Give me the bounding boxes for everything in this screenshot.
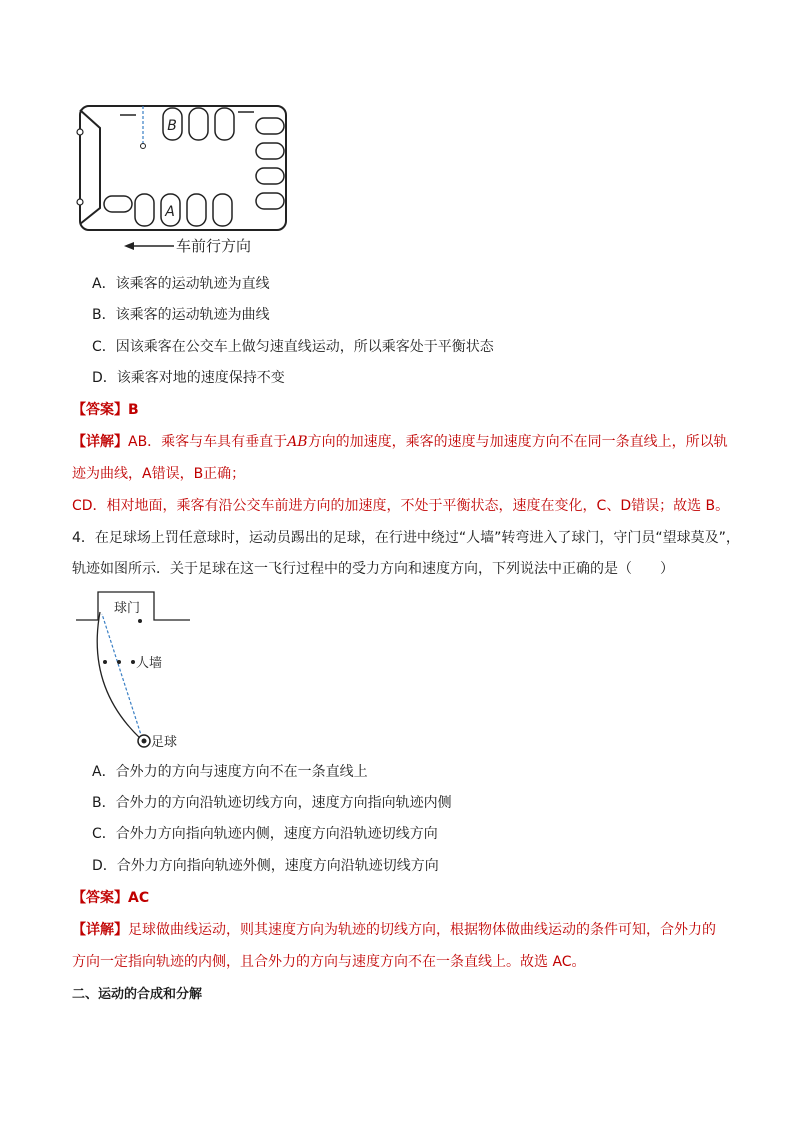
- q3-answer: [72, 399, 139, 419]
- q3-option-b: B．该乘客的运动轨迹为曲线: [92, 307, 270, 323]
- answer-label: 【答案】: [72, 402, 128, 418]
- goal-label: 球门: [114, 601, 141, 616]
- detail-label: 【详解】: [72, 434, 128, 450]
- q3-option-c: C．因该乘客在公交车上做匀速直线运动，所以乘客处于平衡状态: [92, 339, 494, 355]
- answer-label: 【答案】: [72, 890, 128, 906]
- direction-label: 车前行方向: [176, 237, 252, 255]
- q3-detail-line-1: 【详解】AB．乘客与车具有垂直于AB方向的加速度，乘客的速度与加速度方向不在同一条直线上，所以轨: [72, 434, 728, 450]
- answer-value: AC: [128, 890, 150, 906]
- q4-detail-line-2: 方向一定指向轨迹的内侧，且合外力的方向与速度方向不在一条直线上。故选 AC。: [72, 954, 586, 970]
- q4-option-c: C．合外力方向指向轨迹内侧，速度方向沿轨迹切线方向: [92, 826, 438, 842]
- q4-answer: [72, 887, 149, 907]
- bus-diagram: [74, 100, 294, 260]
- q3-detail-line-2: 迹为曲线，A错误，B正确；: [72, 466, 246, 482]
- football-diagram: [72, 588, 202, 753]
- q3-option-a: A．该乘客的运动轨迹为直线: [92, 276, 270, 292]
- detail-label: 【详解】: [72, 922, 128, 938]
- q4-stem-line-1: 4．在足球场上罚任意球时，运动员踢出的足球，在行进中绕过“人墙”转弯进入了球门，守门员“望球莫及”，: [72, 530, 740, 546]
- q3-detail-line-3: CD．相对地面，乘客有沿公交车前进方向的加速度，不处于平衡状态，速度在变化，C、D错误；故选 B。: [72, 498, 730, 514]
- label-b: B: [167, 118, 177, 134]
- q4-option-b: B．合外力的方向沿轨迹切线方向，速度方向指向轨迹内侧: [92, 795, 452, 811]
- q4-detail-line-1: 【详解】足球做曲线运动，则其速度方向为轨迹的切线方向，根据物体做曲线运动的条件可知，合外力的: [72, 922, 716, 938]
- ball-label: 足球: [151, 735, 178, 750]
- q4-stem-line-2: 轨迹如图所示．关于足球在这一飞行过程中的受力方向和速度方向，下列说法中正确的是（ ）: [72, 561, 674, 577]
- section-heading: 二、运动的合成和分解: [72, 987, 203, 1002]
- label-a: A: [165, 204, 175, 220]
- answer-value: B: [128, 402, 139, 418]
- wall-label: 人墙: [136, 656, 163, 671]
- q4-option-a: A．合外力的方向与速度方向不在一条直线上: [92, 764, 368, 780]
- q4-option-d: D．合外力方向指向轨迹外侧，速度方向沿轨迹切线方向: [92, 858, 439, 874]
- q3-option-d: D．该乘客对地的速度保持不变: [92, 370, 285, 386]
